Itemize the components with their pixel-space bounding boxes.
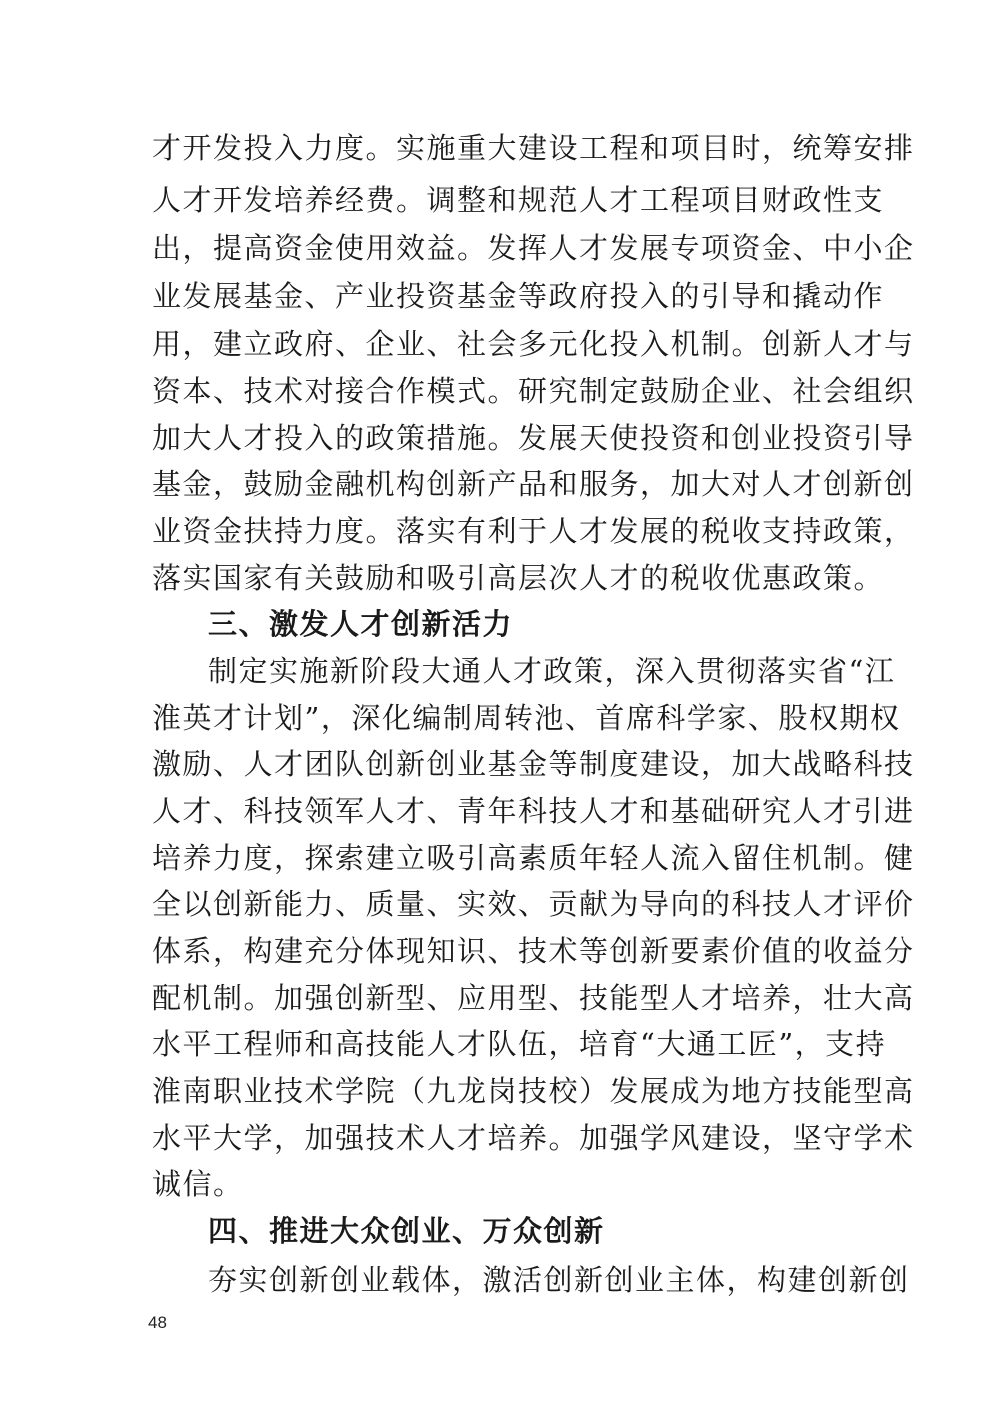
body-line: 水平大学，加强技术人才培养。加强学风建设，坚守学术 xyxy=(152,1121,915,1155)
body-line: 培养力度，探索建立吸引高素质年轻人流入留住机制。健 xyxy=(152,841,915,875)
body-line: 人才开发培养经费。调整和规范人才工程项目财政性支 xyxy=(152,183,885,217)
page-number: 48 xyxy=(148,1313,167,1332)
body-line: 才开发投入力度。实施重大建设工程和项目时，统筹安排 xyxy=(152,131,915,165)
body-line: 人才、科技领军人才、青年科技人才和基础研究人才引进 xyxy=(152,794,915,828)
body-line: 基金，鼓励金融机构创新产品和服务，加大对人才创新创 xyxy=(152,467,915,501)
body-line: 业资金扶持力度。落实有利于人才发展的税收支持政策， xyxy=(152,514,915,548)
body-line: 资本、技术对接合作模式。研究制定鼓励企业、社会组织 xyxy=(152,374,915,408)
body-line: 激励、人才团队创新创业基金等制度建设，加大战略科技 xyxy=(152,747,915,781)
body-line: 水平工程师和高技能人才队伍，培育“大通工匠”，支持 xyxy=(152,1027,887,1061)
body-line: 淮英才计划”，深化编制周转池、首席科学家、股权期权 xyxy=(152,701,901,735)
body-line: 出，提高资金使用效益。发挥人才发展专项资金、中小企 xyxy=(152,231,915,265)
paragraph-first-line: 夯实创新创业载体，激活创新创业主体，构建创新创 xyxy=(208,1263,910,1297)
section-heading: 三、激发人才创新活力 xyxy=(208,607,514,641)
body-line: 业发展基金、产业投资基金等政府投入的引导和撬动作 xyxy=(152,279,885,313)
body-line: 全以创新能力、质量、实效、贡献为导向的科技人才评价 xyxy=(152,887,915,921)
body-line: 淮南职业技术学院（九龙岗技校）发展成为地方技能型高 xyxy=(152,1074,915,1108)
body-line: 诚信。 xyxy=(152,1167,244,1201)
body-line: 配机制。加强创新型、应用型、技能型人才培养，壮大高 xyxy=(152,981,915,1015)
body-line: 用，建立政府、企业、社会多元化投入机制。创新人才与 xyxy=(152,327,915,361)
section-heading: 四、推进大众创业、万众创新 xyxy=(208,1214,605,1248)
body-line: 落实国家有关鼓励和吸引高层次人才的税收优惠政策。 xyxy=(152,561,885,595)
body-line: 体系，构建充分体现知识、技术等创新要素价值的收益分 xyxy=(152,934,915,968)
body-line: 加大人才投入的政策措施。发展天使投资和创业投资引导 xyxy=(152,421,915,455)
paragraph-first-line: 制定实施新阶段大通人才政策，深入贯彻落实省“江 xyxy=(208,654,896,688)
